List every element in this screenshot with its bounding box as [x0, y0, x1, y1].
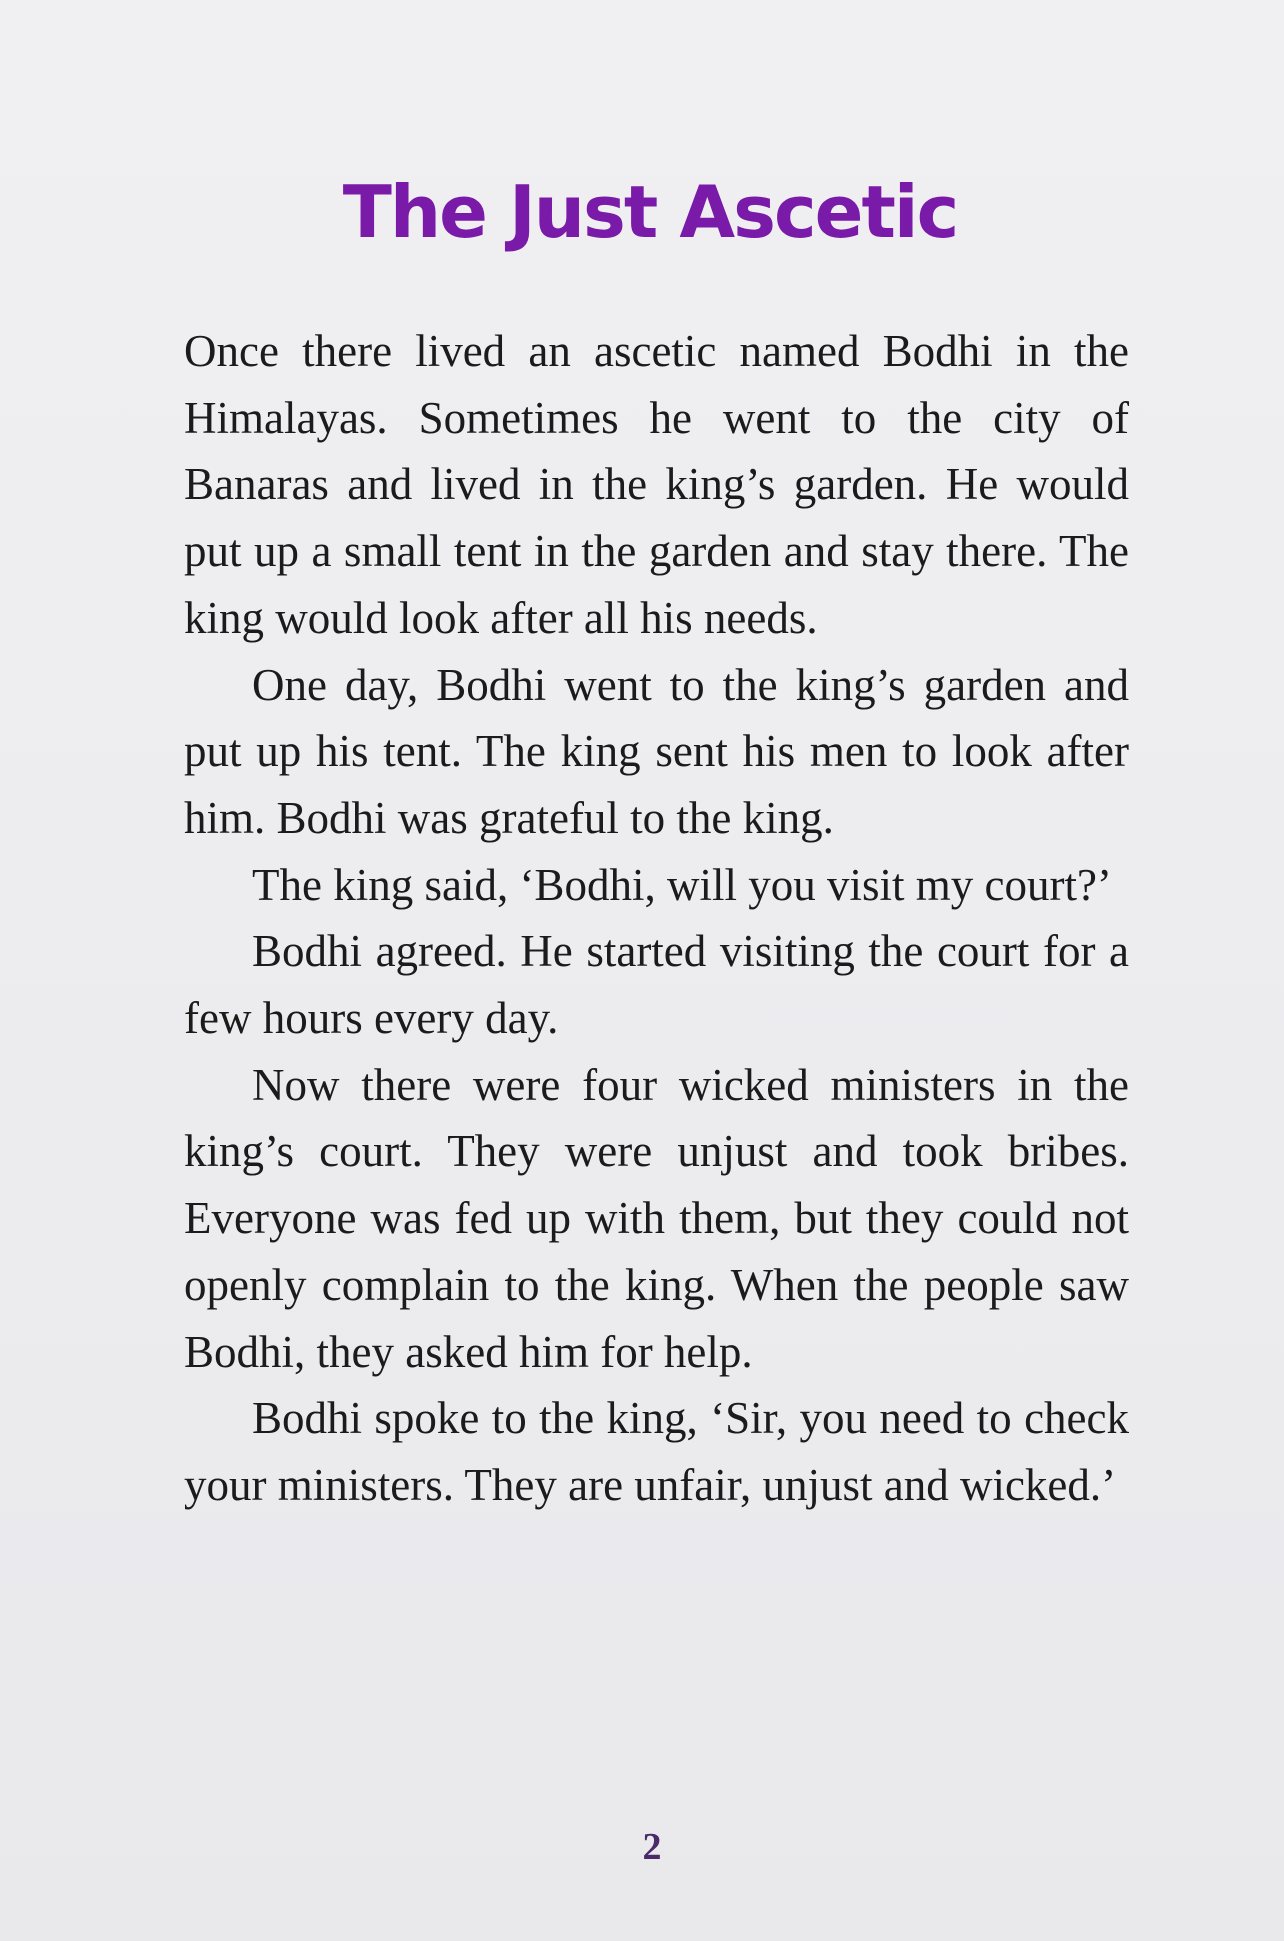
paragraph: Bodhi agreed. He started visiting the court for a few hours every day.: [184, 926, 1129, 1044]
paragraph: One day, Bodhi went to the king’s garden and put up his tent. The king sent his men to look after him. Bodhi was grateful to the king.: [184, 659, 1129, 843]
paragraph: Once there lived an ascetic named Bodhi in the Himalayas. Sometimes he went to the city of Banaras and lived in the king’s garden. He would put up a small tent in the garden and stay there. The king would look after all his needs.: [184, 326, 1129, 643]
paragraph: Now there were four wicked ministers in the king’s court. They were unjust and took bribes. Everyone was fed up with them, but they could not openly complain to the king. When the people saw Bodhi, they asked him for help.: [184, 1059, 1129, 1377]
story-body: [184, 318, 1129, 1519]
paragraph: Bodhi spoke to the king, ‘Sir, you need to check your ministers. They are unfair, unjust and wicked.’: [184, 1393, 1129, 1510]
page-number: 2: [642, 1826, 662, 1868]
story-title: The Just Ascetic: [342, 170, 958, 254]
paragraph: The king said, ‘Bodhi, will you visit my court?’: [252, 859, 1112, 910]
